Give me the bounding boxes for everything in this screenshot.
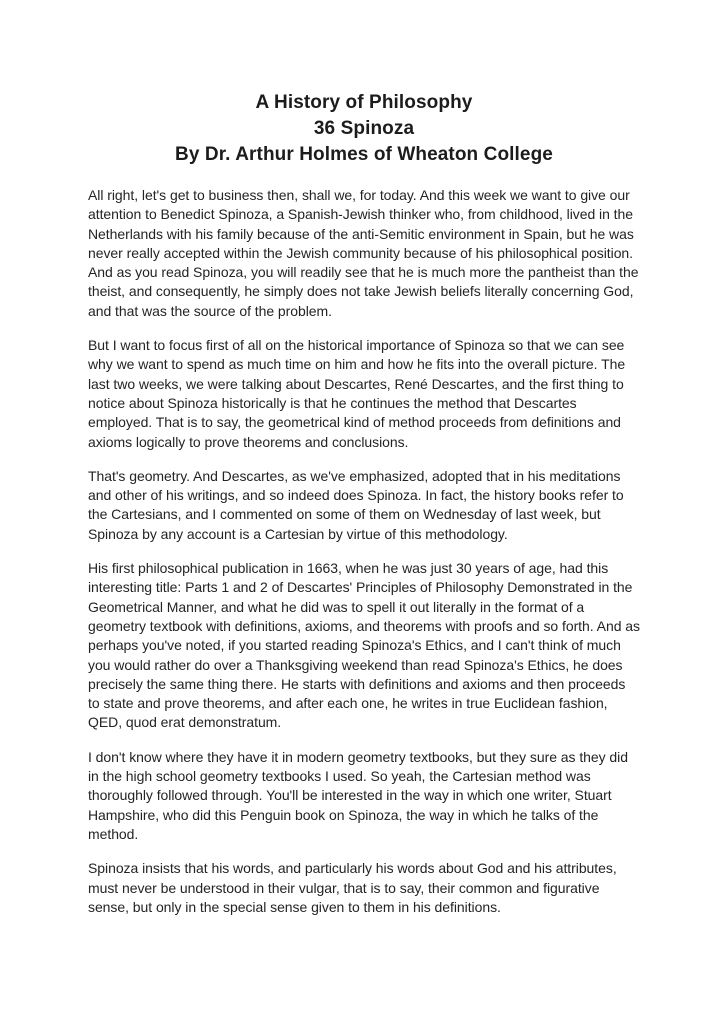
title-line-series: A History of Philosophy — [255, 92, 473, 113]
paragraph-1: All right, let's get to business then, shall we, for today. And this week we want to give our attention to Benedict Spinoza, a Spanish-Jewish thinker who, from childhood, lived in the Netherlands with his family because of the anti-Semitic environment in Spain, but he was never really accepted within the Jewish community because of his philosophical position. And as you read Spinoza, you will readily see that he is much more the pantheist than the theist, and consequently, he simply does not take Jewish beliefs literally concerning God, and that was the source of the problem. — [88, 187, 639, 319]
document-body — [88, 186, 640, 917]
title-line-author: By Dr. Arthur Holmes of Wheaton College — [175, 144, 553, 165]
document-title — [88, 90, 640, 168]
paragraph-6: Spinoza insists that his words, and particularly his words about God and his attributes, must never be understood in their vulgar, that is to say, their common and figurative sense, but only in the special sense given to them in his definitions. — [88, 860, 617, 915]
paragraph-4: His first philosophical publication in 1663, when he was just 30 years of age, had this interesting title: Parts 1 and 2 of Descartes' Principles of Philosophy Demonstrated in the Geometrical Manner, and what he did was to spell it out literally in the format of a geometry textbook with definitions, axioms, and theorems with proofs and so forth. And as perhaps you've noted, if you started reading Spinoza's Ethics, and I can't think of much you would rather do over a Thanksgiving weekend than read Spinoza's Ethics, he does precisely the same thing there. He starts with definitions and axioms and then proceeds to state and prove theorems, and after each one, he writes in true Euclidean fashion, QED, quod erat demonstratum. — [88, 560, 640, 731]
paragraph-2: But I want to focus first of all on the historical importance of Spinoza so that we can see why we want to spend as much time on him and how he fits into the overall picture. The last two weeks, we were talking about Descartes, René Descartes, and the first thing to notice about Spinoza historically is that he continues the method that Descartes employed. That is to say, the geometrical kind of method proceeds from definitions and axioms logically to prove theorems and conclusions. — [88, 337, 626, 450]
paragraph-3: That's geometry. And Descartes, as we've emphasized, adopted that in his meditations and other of his writings, and so indeed does Spinoza. In fact, the history books refer to the Cartesians, and I commented on some of them on Wednesday of last week, but Spinoza by any account is a Cartesian by virtue of this methodology. — [88, 467, 624, 542]
title-line-lecture-number: 36 Spinoza — [313, 118, 415, 139]
paragraph-5: I don't know where they have it in modern geometry textbooks, but they sure as they did in the high school geometry textbooks I used. So yeah, the Cartesian method was thoroughly followed through. You'll be interested in the way in which one writer, Stuart Hampshire, who did this Penguin book on Spinoza, the way in which he talks of the method. — [88, 748, 628, 842]
